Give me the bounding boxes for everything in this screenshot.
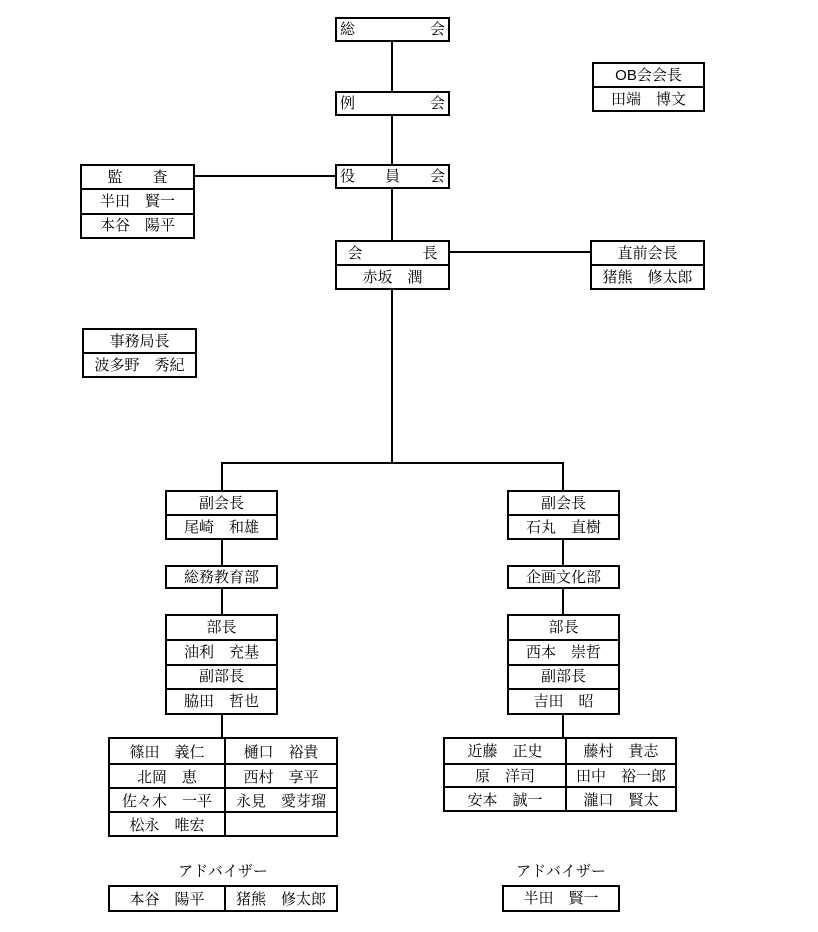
connector-regular-to-board — [391, 116, 393, 164]
assembly-title: 総 会 — [339, 21, 445, 38]
ob-chair-name: 田端 博文 — [594, 86, 703, 110]
regular-meeting-title: 例 会 — [339, 95, 445, 112]
left-member-cell-empty — [224, 811, 336, 835]
left-deputy-name: 脇田 哲也 — [167, 688, 276, 713]
president-title: 会 長 — [347, 244, 438, 262]
left-member-cell: 佐々木 一平 — [110, 787, 224, 811]
assembly-box — [335, 17, 450, 42]
left-chief-title: 部長 — [206, 618, 237, 636]
right-chief-name: 西本 崇哲 — [509, 639, 618, 664]
connector-right-dept-to-chief — [562, 589, 564, 614]
regular-meeting-box — [335, 91, 450, 116]
left-department-title: 総務教育部 — [183, 568, 259, 586]
president-name: 赤坂 潤 — [337, 264, 448, 288]
left-department-box — [165, 565, 278, 589]
right-department-box — [507, 565, 620, 589]
connector-split-to-right-vp — [562, 462, 564, 490]
left-members-table — [108, 737, 338, 837]
left-member-cell: 北岡 恵 — [110, 763, 224, 787]
left-adviser-table — [108, 885, 338, 912]
connector-branch-split — [221, 462, 564, 464]
right-vice-president-name: 石丸 直樹 — [509, 514, 618, 538]
previous-president-box — [590, 240, 705, 290]
right-leaders-box — [507, 614, 620, 715]
connector-left-dept-to-chief — [221, 589, 223, 614]
right-member-cell: 藤村 貴志 — [565, 739, 675, 763]
connector-president-to-previous — [450, 251, 590, 253]
left-vice-president-name: 尾崎 和雄 — [167, 514, 276, 538]
left-adviser-name-2: 猪熊 修太郎 — [224, 887, 336, 910]
secretary-general-box — [82, 328, 197, 378]
right-adviser-box — [502, 885, 620, 912]
connector-right-chief-to-members — [562, 715, 564, 737]
left-chief-name: 油利 充基 — [167, 639, 276, 664]
right-member-cell: 安本 誠一 — [445, 786, 565, 810]
right-department-title: 企画文化部 — [525, 568, 601, 586]
right-member-cell: 原 洋司 — [445, 763, 565, 787]
right-deputy-name: 吉田 昭 — [509, 688, 618, 713]
audit-box — [80, 164, 195, 239]
audit-member-2: 本谷 陽平 — [82, 213, 193, 237]
left-adviser-name-1: 本谷 陽平 — [129, 891, 205, 908]
right-member-cell: 近藤 正史 — [467, 743, 543, 761]
ob-chair-box — [592, 62, 705, 112]
left-deputy-title: 副部長 — [167, 664, 276, 689]
right-adviser-label: アドバイザー — [516, 863, 606, 880]
right-members-table — [443, 737, 677, 812]
connector-assembly-to-regular — [391, 42, 393, 91]
connector-right-vp-to-dept — [562, 540, 564, 565]
audit-member-1: 半田 賢一 — [82, 188, 193, 212]
right-chief-title: 部長 — [548, 618, 579, 636]
ob-chair-title: OB会会長 — [615, 66, 682, 84]
board-title: 役 員 会 — [339, 168, 445, 185]
connector-president-trunk — [391, 290, 393, 464]
audit-title: 監 査 — [107, 168, 168, 186]
right-adviser-name: 半田 賢一 — [523, 890, 599, 907]
connector-board-to-president — [391, 189, 393, 240]
left-member-cell: 篠田 義仁 — [129, 743, 205, 761]
right-vice-president-box — [507, 490, 620, 540]
right-member-cell: 田中 裕一郎 — [565, 763, 675, 787]
connector-left-vp-to-dept — [221, 540, 223, 565]
secretary-general-name: 波多野 秀紀 — [84, 352, 195, 376]
left-adviser-label: アドバイザー — [178, 863, 268, 880]
connector-left-chief-to-members — [221, 715, 223, 737]
right-deputy-title: 副部長 — [509, 664, 618, 689]
left-member-cell: 西村 享平 — [224, 763, 336, 787]
right-vice-president-title: 副会長 — [540, 494, 586, 512]
left-vice-president-box — [165, 490, 278, 540]
previous-president-name: 猪熊 修太郎 — [592, 264, 703, 288]
board-box — [335, 164, 450, 189]
president-box — [335, 240, 450, 290]
left-member-cell: 松永 唯宏 — [110, 811, 224, 835]
left-member-cell: 永見 愛芽瑠 — [224, 787, 336, 811]
previous-president-title: 直前会長 — [617, 244, 678, 262]
right-member-cell: 瀧口 賢太 — [565, 786, 675, 810]
left-vice-president-title: 副会長 — [198, 494, 244, 512]
connector-split-to-left-vp — [221, 462, 223, 490]
connector-audit-to-board — [195, 175, 335, 177]
left-leaders-box — [165, 614, 278, 715]
left-member-cell: 樋口 裕貴 — [224, 739, 336, 763]
secretary-general-title: 事務局長 — [109, 332, 170, 350]
